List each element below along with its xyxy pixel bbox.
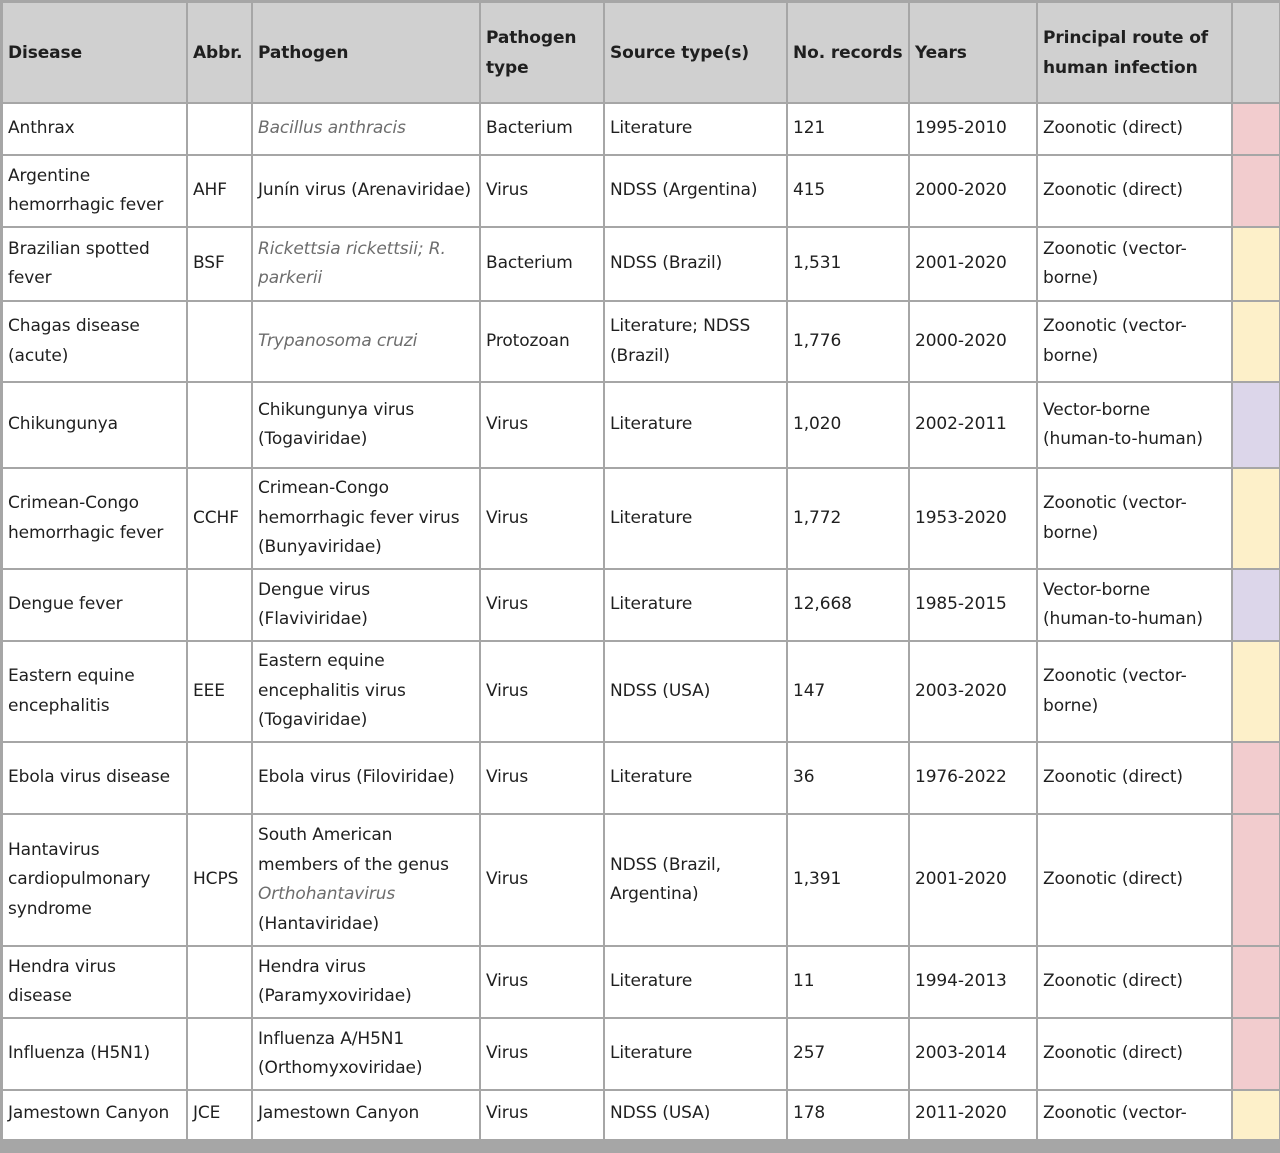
cell-years[interactable]: 1994-2013 <box>909 946 1037 1018</box>
cell-pathogen-type[interactable]: Virus <box>480 814 604 946</box>
header-row <box>2 2 1280 103</box>
table-row <box>2 103 1280 155</box>
cell-years[interactable]: 1976-2022 <box>909 742 1037 814</box>
table-row <box>2 742 1280 814</box>
table-row <box>2 382 1280 468</box>
cell-abbr[interactable]: CCHF <box>187 468 252 569</box>
cell-pathogen-type[interactable]: Virus <box>480 946 604 1018</box>
cell-source[interactable]: Literature <box>604 946 787 1018</box>
cell-pathogen-type[interactable]: Virus <box>480 382 604 468</box>
cell-disease[interactable]: Argentine hemorrhagic fever <box>2 155 187 227</box>
cell-route-color[interactable] <box>1232 301 1280 382</box>
cell-route-color[interactable] <box>1232 946 1280 1018</box>
cell-source[interactable]: Literature <box>604 468 787 569</box>
header-source[interactable]: Source type(s) <box>604 2 787 103</box>
cell-route[interactable]: Zoonotic (vector-borne) <box>1037 641 1232 742</box>
table-row <box>2 641 1280 742</box>
table-row <box>2 468 1280 569</box>
cell-abbr[interactable] <box>187 569 252 641</box>
cell-source[interactable]: NDSS (Brazil, Argentina) <box>604 814 787 946</box>
cell-records[interactable]: 11 <box>787 946 909 1018</box>
cell-records[interactable]: 1,020 <box>787 382 909 468</box>
cell-pathogen[interactable]: Jamestown Canyon <box>252 1090 480 1140</box>
cell-route-color[interactable] <box>1232 1018 1280 1090</box>
cell-records[interactable]: 415 <box>787 155 909 227</box>
cell-disease[interactable]: Jamestown Canyon <box>2 1090 187 1140</box>
cell-route[interactable]: Zoonotic (direct) <box>1037 155 1232 227</box>
cell-records[interactable]: 178 <box>787 1090 909 1140</box>
cell-disease[interactable]: Influenza (H5N1) <box>2 1018 187 1090</box>
cell-pathogen[interactable]: Influenza A/H5N1 (Orthomyxoviridae) <box>252 1018 480 1090</box>
cell-pathogen-genus: Orthohantavirus <box>258 884 396 904</box>
table-row <box>2 227 1280 301</box>
cell-years[interactable]: 2003-2014 <box>909 1018 1037 1090</box>
cell-records[interactable]: 1,776 <box>787 301 909 382</box>
cell-abbr[interactable] <box>187 1018 252 1090</box>
cell-abbr[interactable] <box>187 301 252 382</box>
cell-route-color[interactable] <box>1232 103 1280 155</box>
cell-pathogen-type[interactable]: Virus <box>480 1018 604 1090</box>
cell-route[interactable]: Zoonotic (vector-borne) <box>1037 301 1232 382</box>
cell-disease[interactable]: Hendra virus disease <box>2 946 187 1018</box>
cell-route[interactable]: Vector-borne (human-to-human) <box>1037 382 1232 468</box>
cell-pathogen[interactable]: Dengue virus (Flaviviridae) <box>252 569 480 641</box>
cell-route[interactable]: Zoonotic (direct) <box>1037 1018 1232 1090</box>
disease-table <box>1 1 1280 1141</box>
cell-records[interactable]: 12,668 <box>787 569 909 641</box>
cell-abbr[interactable]: AHF <box>187 155 252 227</box>
cell-years[interactable]: 2003-2020 <box>909 641 1037 742</box>
table-row <box>2 814 1280 946</box>
cell-years[interactable]: 2002-2011 <box>909 382 1037 468</box>
cell-years[interactable]: 2011-2020 <box>909 1090 1037 1140</box>
cell-route-color[interactable] <box>1232 814 1280 946</box>
cell-route[interactable]: Zoonotic (direct) <box>1037 103 1232 155</box>
cell-source[interactable]: NDSS (USA) <box>604 641 787 742</box>
cell-route-color[interactable] <box>1232 227 1280 301</box>
cell-route[interactable]: Zoonotic (direct) <box>1037 946 1232 1018</box>
cell-pathogen-type[interactable]: Virus <box>480 1090 604 1140</box>
cell-years[interactable]: 2001-2020 <box>909 814 1037 946</box>
cell-disease[interactable]: Hantavirus cardiopulmonary syndrome <box>2 814 187 946</box>
cell-pathogen-type[interactable]: Virus <box>480 569 604 641</box>
cell-records[interactable]: 121 <box>787 103 909 155</box>
cell-pathogen-type[interactable]: Bacterium <box>480 103 604 155</box>
cell-pathogen-type[interactable]: Protozoan <box>480 301 604 382</box>
table-row <box>2 1018 1280 1090</box>
cell-route[interactable]: Zoonotic (direct) <box>1037 742 1232 814</box>
cell-route-color[interactable] <box>1232 155 1280 227</box>
cell-source[interactable]: Literature <box>604 103 787 155</box>
cell-pathogen[interactable]: Crimean-Congo hemorrhagic fever virus (Bunyaviridae) <box>252 468 480 569</box>
cell-abbr[interactable] <box>187 742 252 814</box>
cell-pathogen-type[interactable]: Virus <box>480 468 604 569</box>
cell-pathogen[interactable]: Eastern equine encephalitis virus (Togaviridae) <box>252 641 480 742</box>
cell-abbr[interactable]: BSF <box>187 227 252 301</box>
cell-pathogen[interactable]: Chikungunya virus (Togaviridae) <box>252 382 480 468</box>
cell-years[interactable]: 2001-2020 <box>909 227 1037 301</box>
cell-abbr[interactable] <box>187 946 252 1018</box>
cell-source[interactable]: NDSS (USA) <box>604 1090 787 1140</box>
cell-disease[interactable]: Brazilian spotted fever <box>2 227 187 301</box>
header-pathogen-type[interactable]: Pathogen type <box>480 2 604 103</box>
cell-disease[interactable]: Anthrax <box>2 103 187 155</box>
cell-pathogen-type[interactable]: Bacterium <box>480 227 604 301</box>
cell-records[interactable]: 36 <box>787 742 909 814</box>
cell-records[interactable]: 1,531 <box>787 227 909 301</box>
cell-route[interactable]: Zoonotic (direct) <box>1037 814 1232 946</box>
cell-source[interactable]: Literature <box>604 382 787 468</box>
cell-years[interactable]: 2000-2020 <box>909 301 1037 382</box>
table-row <box>2 569 1280 641</box>
cell-records[interactable]: 257 <box>787 1018 909 1090</box>
cell-pathogen-type[interactable]: Virus <box>480 155 604 227</box>
cell-disease[interactable]: Chagas disease (acute) <box>2 301 187 382</box>
cell-pathogen[interactable]: Ebola virus (Filoviridae) <box>252 742 480 814</box>
cell-pathogen[interactable]: Trypanosoma cruzi <box>252 301 480 382</box>
cell-source[interactable]: Literature <box>604 569 787 641</box>
cell-pathogen[interactable]: Rickettsia rickettsii; R. parkerii <box>252 227 480 301</box>
cell-disease[interactable]: Ebola virus disease <box>2 742 187 814</box>
header-route[interactable]: Principal route of human infection <box>1037 2 1232 103</box>
cell-years[interactable]: 1985-2015 <box>909 569 1037 641</box>
header-color[interactable] <box>1232 2 1280 103</box>
cell-abbr[interactable]: JCE <box>187 1090 252 1140</box>
cell-route[interactable]: Vector-borne (human-to-human) <box>1037 569 1232 641</box>
cell-years[interactable]: 1995-2010 <box>909 103 1037 155</box>
cell-route-color[interactable] <box>1232 569 1280 641</box>
header-years[interactable]: Years <box>909 2 1037 103</box>
cell-abbr[interactable] <box>187 103 252 155</box>
cell-route[interactable]: Zoonotic (vector-borne) <box>1037 468 1232 569</box>
cell-route[interactable]: Zoonotic (vector- <box>1037 1090 1232 1140</box>
cell-records[interactable]: 1,772 <box>787 468 909 569</box>
header-disease[interactable]: Disease <box>2 2 187 103</box>
header-records[interactable]: No. records <box>787 2 909 103</box>
cell-route-color[interactable] <box>1232 641 1280 742</box>
table-row <box>2 301 1280 382</box>
cell-route-color[interactable] <box>1232 1090 1280 1140</box>
cell-years[interactable]: 2000-2020 <box>909 155 1037 227</box>
table-row <box>2 1090 1280 1140</box>
cell-pathogen-type[interactable]: Virus <box>480 641 604 742</box>
cell-pathogen-type[interactable]: Virus <box>480 742 604 814</box>
cell-disease[interactable]: Chikungunya <box>2 382 187 468</box>
cell-years[interactable]: 1953-2020 <box>909 468 1037 569</box>
cell-source[interactable]: Literature <box>604 742 787 814</box>
cell-disease[interactable]: Dengue fever <box>2 569 187 641</box>
cell-route-color[interactable] <box>1232 468 1280 569</box>
cell-pathogen-part: (Hantaviridae) <box>258 913 380 934</box>
cell-disease[interactable]: Eastern equine encephalitis <box>2 641 187 742</box>
cell-route-color[interactable] <box>1232 382 1280 468</box>
cell-abbr[interactable]: HCPS <box>187 814 252 946</box>
cell-pathogen[interactable]: Junín virus (Arenaviridae) <box>252 155 480 227</box>
table-row <box>2 946 1280 1018</box>
cell-pathogen[interactable]: Hendra virus (Paramyxoviridae) <box>252 946 480 1018</box>
cell-source[interactable]: Literature; NDSS (Brazil) <box>604 301 787 382</box>
cell-disease[interactable]: Crimean-Congo hemorrhagic fever <box>2 468 187 569</box>
cell-pathogen[interactable] <box>252 814 480 946</box>
cell-records[interactable]: 1,391 <box>787 814 909 946</box>
cell-pathogen-part: South American members of the genus <box>258 825 449 875</box>
cell-source[interactable]: NDSS (Brazil) <box>604 227 787 301</box>
header-pathogen[interactable]: Pathogen <box>252 2 480 103</box>
cell-source[interactable]: Literature <box>604 1018 787 1090</box>
cell-route-color[interactable] <box>1232 742 1280 814</box>
cell-abbr[interactable]: EEE <box>187 641 252 742</box>
cell-pathogen[interactable]: Bacillus anthracis <box>252 103 480 155</box>
cell-route[interactable]: Zoonotic (vector-borne) <box>1037 227 1232 301</box>
header-abbr[interactable]: Abbr. <box>187 2 252 103</box>
cell-records[interactable]: 147 <box>787 641 909 742</box>
cell-abbr[interactable] <box>187 382 252 468</box>
cell-source[interactable]: NDSS (Argentina) <box>604 155 787 227</box>
table-row <box>2 155 1280 227</box>
